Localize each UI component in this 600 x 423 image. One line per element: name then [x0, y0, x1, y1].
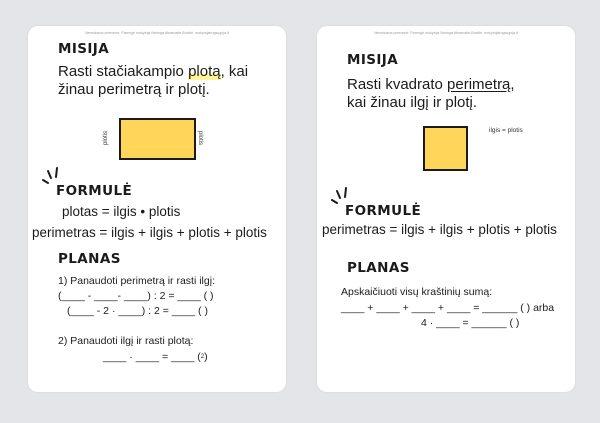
worksheet-card-square [317, 26, 575, 392]
worksheet-card-rectangle [28, 26, 286, 392]
task-text-end: , [510, 76, 515, 93]
formula-heading: FORMULĖ [56, 183, 133, 199]
step-2-close: ) [204, 351, 208, 363]
mission-task [58, 63, 248, 81]
watermark: Nemokama priemonė. Parengė mokytoja Neringa Abramaitė-Butvilė, mokytojairugsugoja.lt [374, 31, 518, 35]
task-text-end: , kai [220, 63, 249, 80]
formula-heading: FORMULĖ [345, 203, 422, 219]
step-2-blanks: ____ · ____ = ____ ( [103, 351, 201, 363]
task-highlight: plotą [188, 63, 221, 80]
mission-task-line2: žinau perimetrą ir plotį. [58, 81, 210, 98]
rectangle-shape [119, 118, 196, 160]
plan-step-1-line-2: (____ - 2 · ____) : 2 = ____ ( ) [67, 305, 208, 317]
plan-step-1-line-1: (____ - ____- ____) : 2 = ____ ( ) [58, 290, 214, 302]
mission-heading: MISIJA [58, 41, 110, 57]
task-underline: perimetrą [447, 76, 511, 93]
plan-step-line-1: ____ + ____ + ____ + ____ = ______ ( ) arba [341, 302, 555, 314]
mission-task [347, 76, 515, 94]
mission-heading: MISIJA [347, 52, 399, 68]
formula-area: plotas = ilgis • plotis [62, 204, 181, 219]
watermark: Nemokama priemonė. Parengė mokytoja Neringa Abramaitė-Butvilė, mokytojairugsugoja.lt [85, 31, 229, 35]
square-shape [423, 126, 468, 171]
squared-superscript: 2 [200, 354, 205, 360]
formula-perimeter: perimetras = ilgis + ilgis + plotis + plotis [32, 225, 267, 240]
plan-step-2-line-1 [103, 350, 208, 364]
plan-step: Apskaičiuoti visų kraštinių sumą: [341, 286, 493, 298]
side-label-right: plotis [197, 130, 204, 146]
plan-heading: PLANAS [58, 251, 121, 267]
plan-step-2: 2) Panaudoti ilgį ir rasti plotą: [58, 335, 194, 347]
mission-task-line2: kai žinau ilgį ir plotį. [347, 94, 478, 111]
plan-step-line-2: 4 · ____ = ______ ( ) [421, 317, 520, 329]
task-text: Rasti kvadrato [347, 76, 448, 93]
side-label-left: plotis [103, 130, 110, 146]
task-text: Rasti stačiakampio [58, 63, 189, 80]
formula-perimeter: perimetras = ilgis + ilgis + plotis + plotis [322, 222, 557, 237]
square-label: ilgis = plotis [489, 127, 523, 134]
plan-heading: PLANAS [347, 260, 410, 276]
plan-step-1: 1) Panaudoti perimetrą ir rasti ilgį: [58, 275, 215, 287]
